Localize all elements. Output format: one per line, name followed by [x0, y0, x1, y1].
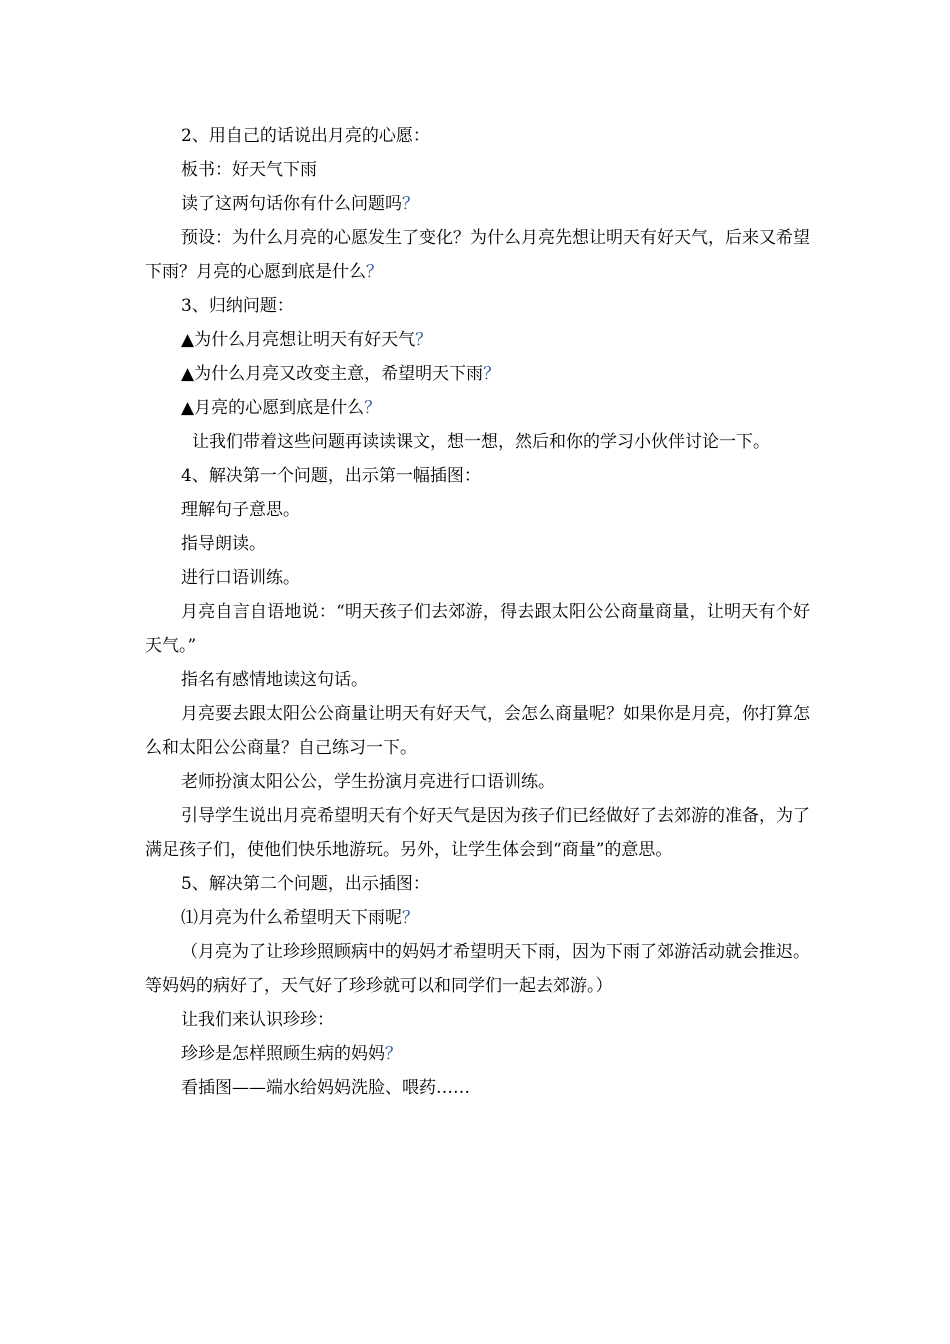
- paragraph: [145, 459, 810, 493]
- paragraph: [145, 153, 810, 187]
- paragraph: [145, 187, 810, 221]
- paragraph: [145, 323, 810, 357]
- paragraph: [145, 799, 810, 867]
- paragraph-text: 引导学生说出月亮希望明天有个好天气是因为孩子们已经做好了去郊游的准备，为了满足孩子们，使他们快乐地游玩。另外，让学生体会到“商量”的意思。: [145, 806, 810, 860]
- paragraph: [145, 391, 810, 425]
- question-mark: ？: [415, 330, 433, 350]
- paragraph-text: ▲为什么月亮想让明天有好天气: [181, 330, 416, 350]
- question-mark: ？: [364, 398, 382, 418]
- paragraph: [145, 119, 810, 153]
- paragraph-text: 理解句子意思。: [181, 500, 300, 520]
- paragraph-text: 指导朗读。: [181, 534, 266, 554]
- paragraph-text: 2、用自己的话说出月亮的心愿：: [181, 126, 430, 146]
- paragraph-text: 老师扮演太阳公公，学生扮演月亮进行口语训练。: [181, 772, 555, 792]
- paragraph-text: ⑴月亮为什么希望明天下雨呢: [181, 908, 402, 928]
- paragraph-text: ▲为什么月亮又改变主意，希望明天下雨: [181, 364, 484, 384]
- paragraph: [145, 1037, 810, 1071]
- paragraph: [145, 527, 810, 561]
- paragraph: [145, 935, 810, 1003]
- paragraph-text: 读了这两句话你有什么问题吗: [181, 194, 402, 214]
- paragraph-text: 让我们来认识珍珍：: [181, 1010, 334, 1030]
- paragraph-text: 珍珍是怎样照顾生病的妈妈: [181, 1044, 385, 1064]
- paragraph-text: 3、归纳问题：: [181, 296, 294, 316]
- paragraph: [145, 697, 810, 765]
- paragraph-text: （月亮为了让珍珍照顾病中的妈妈才希望明天下雨，因为下雨了郊游活动就会推迟。等妈妈的病好了，天气好了珍珍就可以和同学们一起去郊游。）: [145, 942, 810, 996]
- paragraph: [145, 867, 810, 901]
- paragraph: [145, 595, 810, 663]
- paragraph-text: 让我们带着这些问题再读读课文，想一想，然后和你的学习小伙伴讨论一下。: [192, 432, 770, 452]
- paragraph-text: 指名有感情地读这句话。: [181, 670, 368, 690]
- paragraph-text: 预设：为什么月亮的心愿发生了变化？为什么月亮先想让明天有好天气，后来又希望下雨？月亮的心愿到底是什么: [145, 228, 810, 282]
- question-mark: ？: [366, 262, 383, 282]
- question-mark: ？: [483, 364, 501, 384]
- paragraph: [145, 1071, 810, 1105]
- paragraph-text: 看插图——端水给妈妈洗脸、喂药……: [181, 1078, 470, 1098]
- question-mark: ？: [402, 194, 419, 214]
- paragraph-text: 4、解决第一个问题，出示第一幅插图：: [181, 466, 481, 486]
- question-mark: ？: [385, 1044, 402, 1064]
- question-mark: ？: [402, 908, 419, 928]
- paragraph: [145, 425, 810, 459]
- paragraph-text: ▲月亮的心愿到底是什么: [181, 398, 365, 418]
- paragraph: [145, 221, 810, 289]
- paragraph-text: 板书：好天气下雨: [181, 160, 317, 180]
- paragraph: [145, 901, 810, 935]
- paragraph-text: 月亮自言自语地说：“明天孩子们去郊游，得去跟太阳公公商量商量，让明天有个好天气。”: [145, 602, 810, 656]
- paragraph: [145, 357, 810, 391]
- paragraph-text: 进行口语训练。: [181, 568, 300, 588]
- paragraph: [145, 663, 810, 697]
- paragraph: [145, 289, 810, 323]
- paragraph: [145, 493, 810, 527]
- paragraph-text: 月亮要去跟太阳公公商量让明天有好天气，会怎么商量呢？如果你是月亮，你打算怎么和太阳公公商量？自己练习一下。: [145, 704, 810, 758]
- paragraph-text: 5、解决第二个问题，出示插图：: [181, 874, 430, 894]
- paragraph: [145, 765, 810, 799]
- document-body: [145, 119, 810, 1105]
- paragraph: [145, 1003, 810, 1037]
- paragraph: [145, 561, 810, 595]
